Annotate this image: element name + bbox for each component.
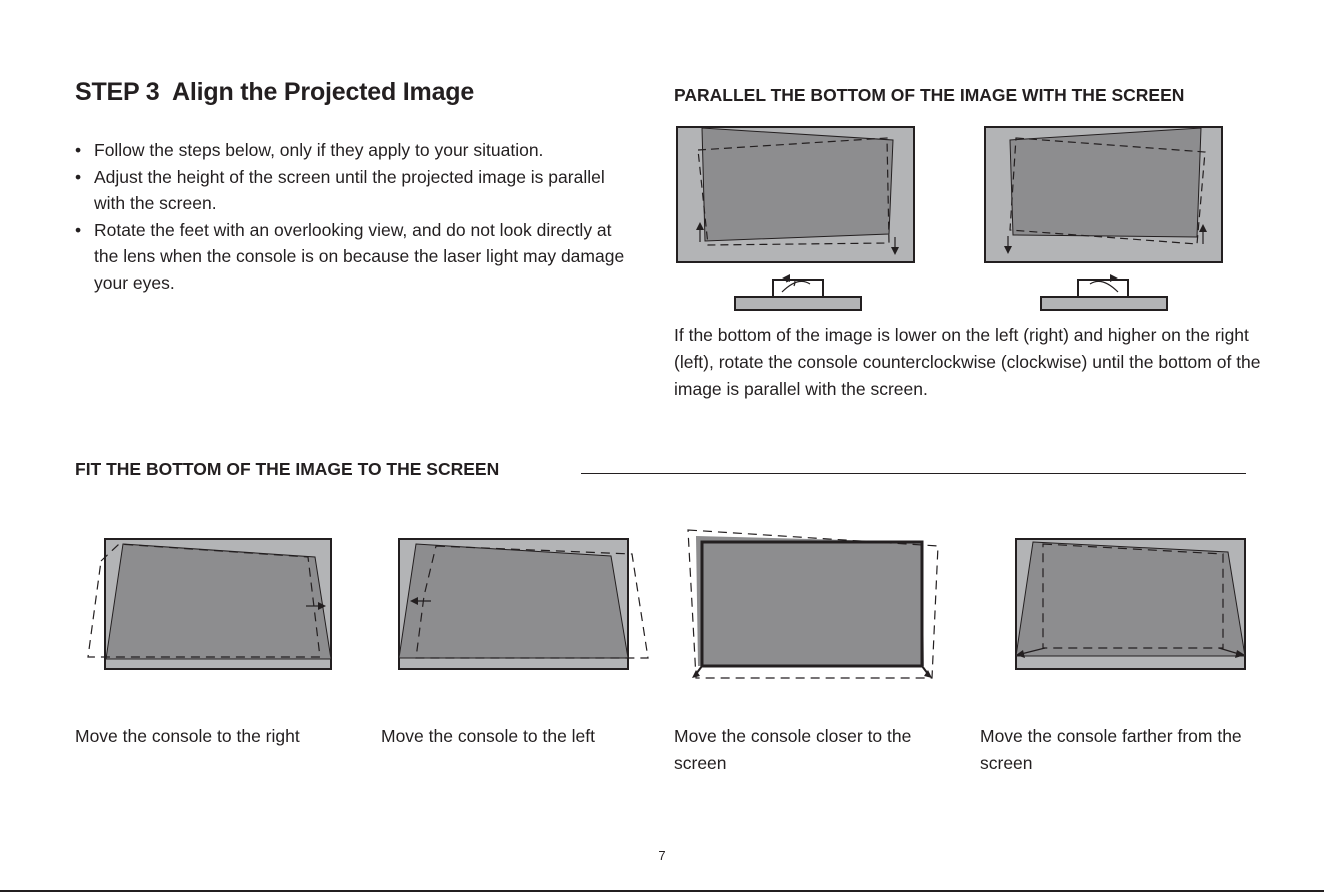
footer-rule [0,890,1324,892]
section-divider [581,473,1246,474]
page-number: 7 [658,848,666,863]
instruction-list [75,137,635,296]
fit-caption-move-closer: Move the console closer to the screen [674,726,912,773]
parallel-diagram-counterclockwise [674,124,919,314]
fit-diagram-move-closer [684,526,944,684]
fit-caption-move-right: Move the console to the right [75,726,300,746]
fit-caption-move-left: Move the console to the left [381,726,596,746]
fit-diagram-move-right [86,536,336,672]
page-title: STEP 3 Align the Projected Image [75,78,475,106]
parallel-diagram-clockwise [982,124,1227,314]
instruction-item: • Adjust the height of the screen until the projected image is parallel with the screen. [75,164,635,217]
fit-section-heading: FIT THE BOTTOM OF THE IMAGE TO THE SCREEN [75,459,500,479]
fit-diagram-move-left [396,536,652,672]
instruction-item: • Rotate the feet with an overlooking view, and do not look directly at the lens when the console is on because the laser light may damage your eyes. [75,217,635,297]
parallel-section-heading: PARALLEL THE BOTTOM OF THE IMAGE WITH THE SCREEN [674,85,1185,105]
instruction-item: • Follow the steps below, only if they apply to your situation. [75,137,635,164]
fit-diagram-move-farther [1013,536,1249,672]
fit-caption-move-farther: Move the console farther from the screen [980,726,1242,773]
parallel-description: If the bottom of the image is lower on the left (right) and higher on the right (left), rotate the console counterclockwise (clockwise) until the bottom of the image is parallel with the screen. [674,325,1261,399]
